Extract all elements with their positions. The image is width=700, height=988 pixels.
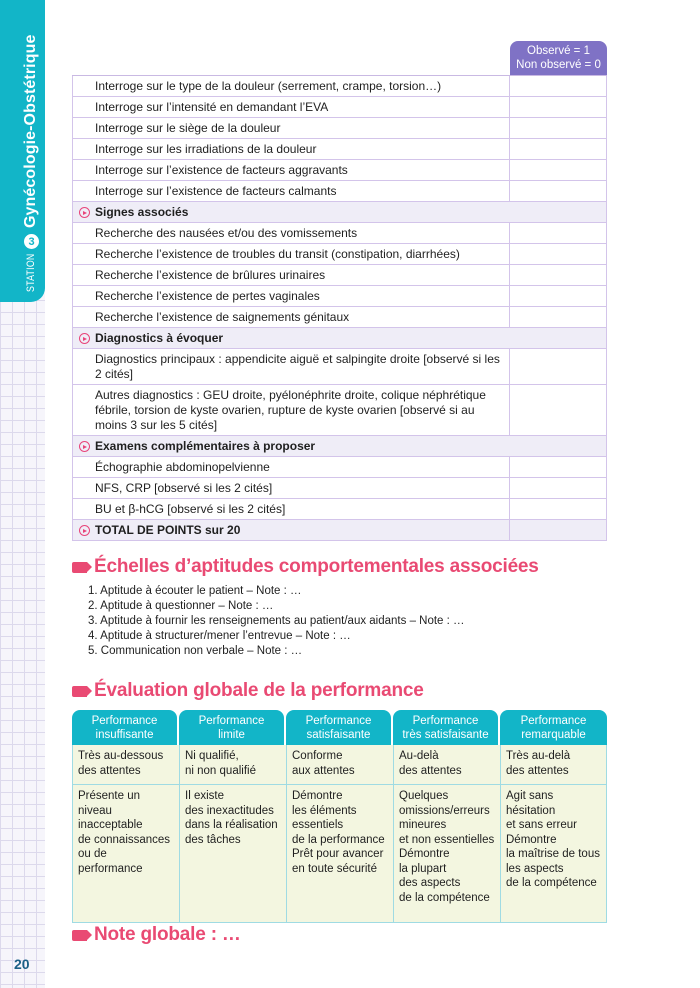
performance-description-line: Démontre — [506, 833, 557, 846]
score-column-header — [510, 41, 607, 75]
section-row — [72, 436, 607, 457]
score-cell[interactable] — [510, 349, 606, 384]
performance-level-line: des attentes — [399, 764, 462, 777]
play-circle-icon — [79, 333, 90, 344]
performance-description-line: et sans erreur — [506, 819, 577, 831]
section-row — [72, 202, 607, 223]
station-title: Gynécologie-Obstétrique — [22, 34, 39, 228]
performance-description-line: Il existe — [185, 790, 224, 802]
performance-description-line: en toute sécurité — [292, 862, 378, 875]
checklist-row — [72, 181, 607, 202]
performance-header-line: Performance — [305, 715, 372, 727]
performance-header — [286, 710, 391, 745]
score-cell[interactable] — [510, 478, 606, 498]
checklist-table — [72, 75, 607, 541]
row-label — [73, 349, 510, 384]
performance-level-line: Conforme — [292, 750, 343, 762]
score-header-line-1: Observé = 1 — [527, 45, 590, 57]
checklist-row — [72, 499, 607, 520]
row-text: Recherche l’existence de pertes vaginales — [95, 289, 320, 303]
performance-description — [286, 785, 393, 923]
score-cell[interactable] — [510, 139, 606, 159]
score-cell[interactable] — [510, 457, 606, 477]
checklist-row — [72, 457, 607, 478]
tag-bullet-icon — [72, 562, 87, 573]
checklist-row — [72, 385, 607, 436]
performance-description-line: Agit sans hésitation — [506, 790, 556, 817]
checklist-row — [72, 286, 607, 307]
aptitudes-heading — [72, 556, 539, 578]
row-text: Échographie abdominopelvienne — [95, 460, 270, 474]
checklist-row — [72, 118, 607, 139]
checklist-row — [72, 265, 607, 286]
checklist-row — [72, 307, 607, 328]
performance-header-line: Performance — [412, 715, 479, 727]
row-text: Interroge sur le type de la douleur (serrement, crampe, torsion…) — [95, 79, 442, 93]
row-text: Diagnostics principaux : appendicite aiguë et salpingite droite [observé si les 2 cités] — [95, 352, 500, 381]
performance-level-line: Très au-delà — [506, 750, 571, 762]
performance-description-line: de connaissances — [78, 833, 171, 846]
section-row — [72, 328, 607, 349]
row-text: Recherche l’existence de troubles du transit (constipation, diarrhées) — [95, 247, 460, 261]
row-text: Interroge sur l’existence de facteurs aggravants — [95, 163, 348, 177]
row-label — [73, 97, 510, 117]
performance-description-line: essentiels — [292, 819, 344, 831]
row-text: Recherche des nausées et/ou des vomissements — [95, 226, 358, 240]
performance-description-line: omissions/erreurs — [399, 804, 490, 817]
station-label — [22, 35, 40, 292]
performance-header-line: remarquable — [521, 729, 586, 741]
checklist-row — [72, 76, 607, 97]
performance-grid — [72, 710, 607, 923]
row-label — [73, 478, 510, 498]
row-text: NFS, CRP [observé si les 2 cités] — [95, 481, 273, 495]
performance-level-line: Au-delà — [399, 750, 439, 762]
performance-level-line: aux attentes — [292, 764, 355, 777]
tag-bullet-icon — [72, 930, 87, 941]
row-text: BU et β-hCG [observé si les 2 cités] — [95, 502, 286, 516]
performance-column — [393, 710, 500, 923]
checklist-row — [72, 244, 607, 265]
page-number: 20 — [14, 956, 30, 972]
aptitude-item: 3. Aptitude à fournir les renseignements au patient/aux aidants – Note : … — [88, 615, 465, 627]
checklist-row — [72, 139, 607, 160]
performance-description-line: dans la réalisation — [185, 819, 278, 831]
play-circle-icon — [79, 441, 90, 452]
row-label — [73, 76, 510, 96]
aptitude-item: 4. Aptitude à structurer/mener l’entrevue – Note : … — [88, 630, 351, 642]
checklist-row — [72, 223, 607, 244]
performance-header — [179, 710, 284, 745]
total-row — [72, 520, 607, 541]
row-text: Examens complémentaires à proposer — [95, 439, 316, 453]
performance-description-line: ou de performance — [78, 848, 143, 875]
performance-level — [286, 745, 393, 785]
performance-level — [179, 745, 286, 785]
performance-header-line: insuffisante — [95, 729, 154, 741]
play-circle-icon — [79, 207, 90, 218]
row-label — [73, 181, 510, 201]
performance-header — [500, 710, 607, 745]
aptitudes-list — [88, 584, 465, 659]
row-text: Recherche l’existence de brûlures urinaires — [95, 268, 326, 282]
score-cell[interactable] — [510, 160, 606, 180]
row-text: Diagnostics à évoquer — [95, 331, 224, 345]
aptitudes-title: Échelles d’aptitudes comportementales associées — [94, 556, 539, 577]
score-cell[interactable] — [510, 223, 606, 243]
row-label — [73, 223, 510, 243]
performance-header-line: Performance — [198, 715, 265, 727]
performance-description-line: Quelques — [399, 790, 449, 802]
performance-description — [72, 785, 179, 923]
row-label — [73, 499, 510, 519]
performance-description-line: inacceptable — [78, 819, 143, 831]
performance-description-line: les éléments — [292, 804, 357, 817]
tag-bullet-icon — [72, 686, 87, 697]
score-cell[interactable] — [510, 307, 606, 327]
station-word: STATION — [25, 253, 37, 292]
row-label — [73, 139, 510, 159]
checklist-row — [72, 160, 607, 181]
performance-level-line: Ni qualifié, — [185, 750, 239, 762]
score-cell[interactable] — [510, 76, 606, 96]
checklist-row — [72, 97, 607, 118]
row-text: Interroge sur le siège de la douleur — [95, 121, 281, 135]
performance-level-line: des attentes — [506, 764, 569, 777]
performance-header — [393, 710, 498, 745]
row-label — [73, 457, 510, 477]
score-cell[interactable] — [510, 385, 606, 435]
evaluation-title: Évaluation globale de la performance — [94, 680, 424, 701]
row-label — [73, 385, 510, 435]
performance-description-line: de la compétence — [399, 891, 490, 904]
performance-level-line: des attentes — [78, 764, 141, 777]
score-cell[interactable] — [510, 97, 606, 117]
row-label — [73, 265, 510, 285]
score-cell[interactable] — [510, 181, 606, 201]
performance-description-line: et non essentielles — [399, 833, 495, 846]
performance-header-line: satisfaisante — [306, 729, 371, 741]
performance-header — [72, 710, 177, 745]
score-cell[interactable] — [510, 265, 606, 285]
performance-description-line: des aspects — [399, 877, 461, 889]
performance-column — [72, 710, 179, 923]
performance-header-line: Performance — [91, 715, 158, 727]
checklist-row — [72, 478, 607, 499]
checklist-row — [72, 349, 607, 385]
note-globale-title: Note globale : … — [94, 924, 241, 945]
performance-level — [72, 745, 179, 785]
station-number-badge: 3 — [24, 234, 39, 249]
score-cell[interactable] — [510, 286, 606, 306]
performance-header-line: très satisfaisante — [402, 729, 489, 741]
aptitude-item: 2. Aptitude à questionner – Note : … — [88, 600, 274, 612]
row-label — [73, 244, 510, 264]
evaluation-heading — [72, 680, 424, 702]
row-text: TOTAL DE POINTS sur 20 — [95, 523, 241, 537]
performance-level — [500, 745, 607, 785]
score-cell[interactable] — [510, 118, 606, 138]
performance-description-line: de la performance — [292, 833, 385, 846]
performance-description — [393, 785, 500, 923]
performance-header-line: limite — [218, 729, 245, 741]
aptitude-item: 5. Communication non verbale – Note : … — [88, 645, 303, 657]
station-tab — [0, 0, 45, 302]
performance-level-line: ni non qualifié — [185, 764, 256, 777]
row-text: Autres diagnostics : GEU droite, pyélonéphrite droite, colique néphrétique fébrile, torsion de kyste ovarien, rupture de kyste ovarien [observé si au moins 3 sur les 5 cités] — [95, 388, 486, 432]
performance-description-line: Démontre — [292, 790, 343, 802]
performance-description — [179, 785, 286, 923]
performance-description-line: la maîtrise de tous — [506, 848, 600, 860]
performance-description-line: des inexactitudes — [185, 804, 274, 817]
performance-description-line: Présente un niveau — [78, 790, 141, 817]
score-cell[interactable] — [510, 244, 606, 264]
performance-level-line: Très au-dessous — [78, 750, 164, 762]
play-circle-icon — [79, 525, 90, 536]
row-label — [73, 160, 510, 180]
row-label — [73, 286, 510, 306]
row-label — [73, 328, 510, 348]
performance-description — [500, 785, 607, 923]
row-label — [73, 307, 510, 327]
performance-header-line: Performance — [520, 715, 587, 727]
row-text: Interroge sur les irradiations de la douleur — [95, 142, 317, 156]
row-text: Signes associés — [95, 205, 189, 219]
note-globale-heading — [72, 924, 241, 946]
performance-description-line: les aspects — [506, 862, 564, 875]
performance-column — [286, 710, 393, 923]
row-text: Interroge sur l’intensité en demandant l’EVA — [95, 100, 329, 114]
performance-description-line: la plupart — [399, 862, 447, 875]
row-label — [73, 436, 510, 456]
aptitude-item: 1. Aptitude à écouter le patient – Note : … — [88, 585, 302, 597]
score-cell[interactable] — [510, 520, 606, 540]
performance-description-line: Démontre — [399, 848, 450, 860]
performance-description-line: des tâches — [185, 833, 241, 846]
performance-description-line: de la compétence — [506, 877, 597, 889]
performance-level — [393, 745, 500, 785]
row-label — [73, 118, 510, 138]
performance-column — [500, 710, 607, 923]
score-header-line-2: Non observé = 0 — [516, 59, 601, 71]
row-text: Recherche l’existence de saignements génitaux — [95, 310, 350, 324]
row-label — [73, 520, 510, 540]
performance-description-line: Prêt pour avancer — [292, 848, 384, 860]
row-label — [73, 202, 510, 222]
performance-column — [179, 710, 286, 923]
score-cell[interactable] — [510, 499, 606, 519]
row-text: Interroge sur l’existence de facteurs calmants — [95, 184, 337, 198]
performance-description-line: mineures — [399, 819, 447, 831]
